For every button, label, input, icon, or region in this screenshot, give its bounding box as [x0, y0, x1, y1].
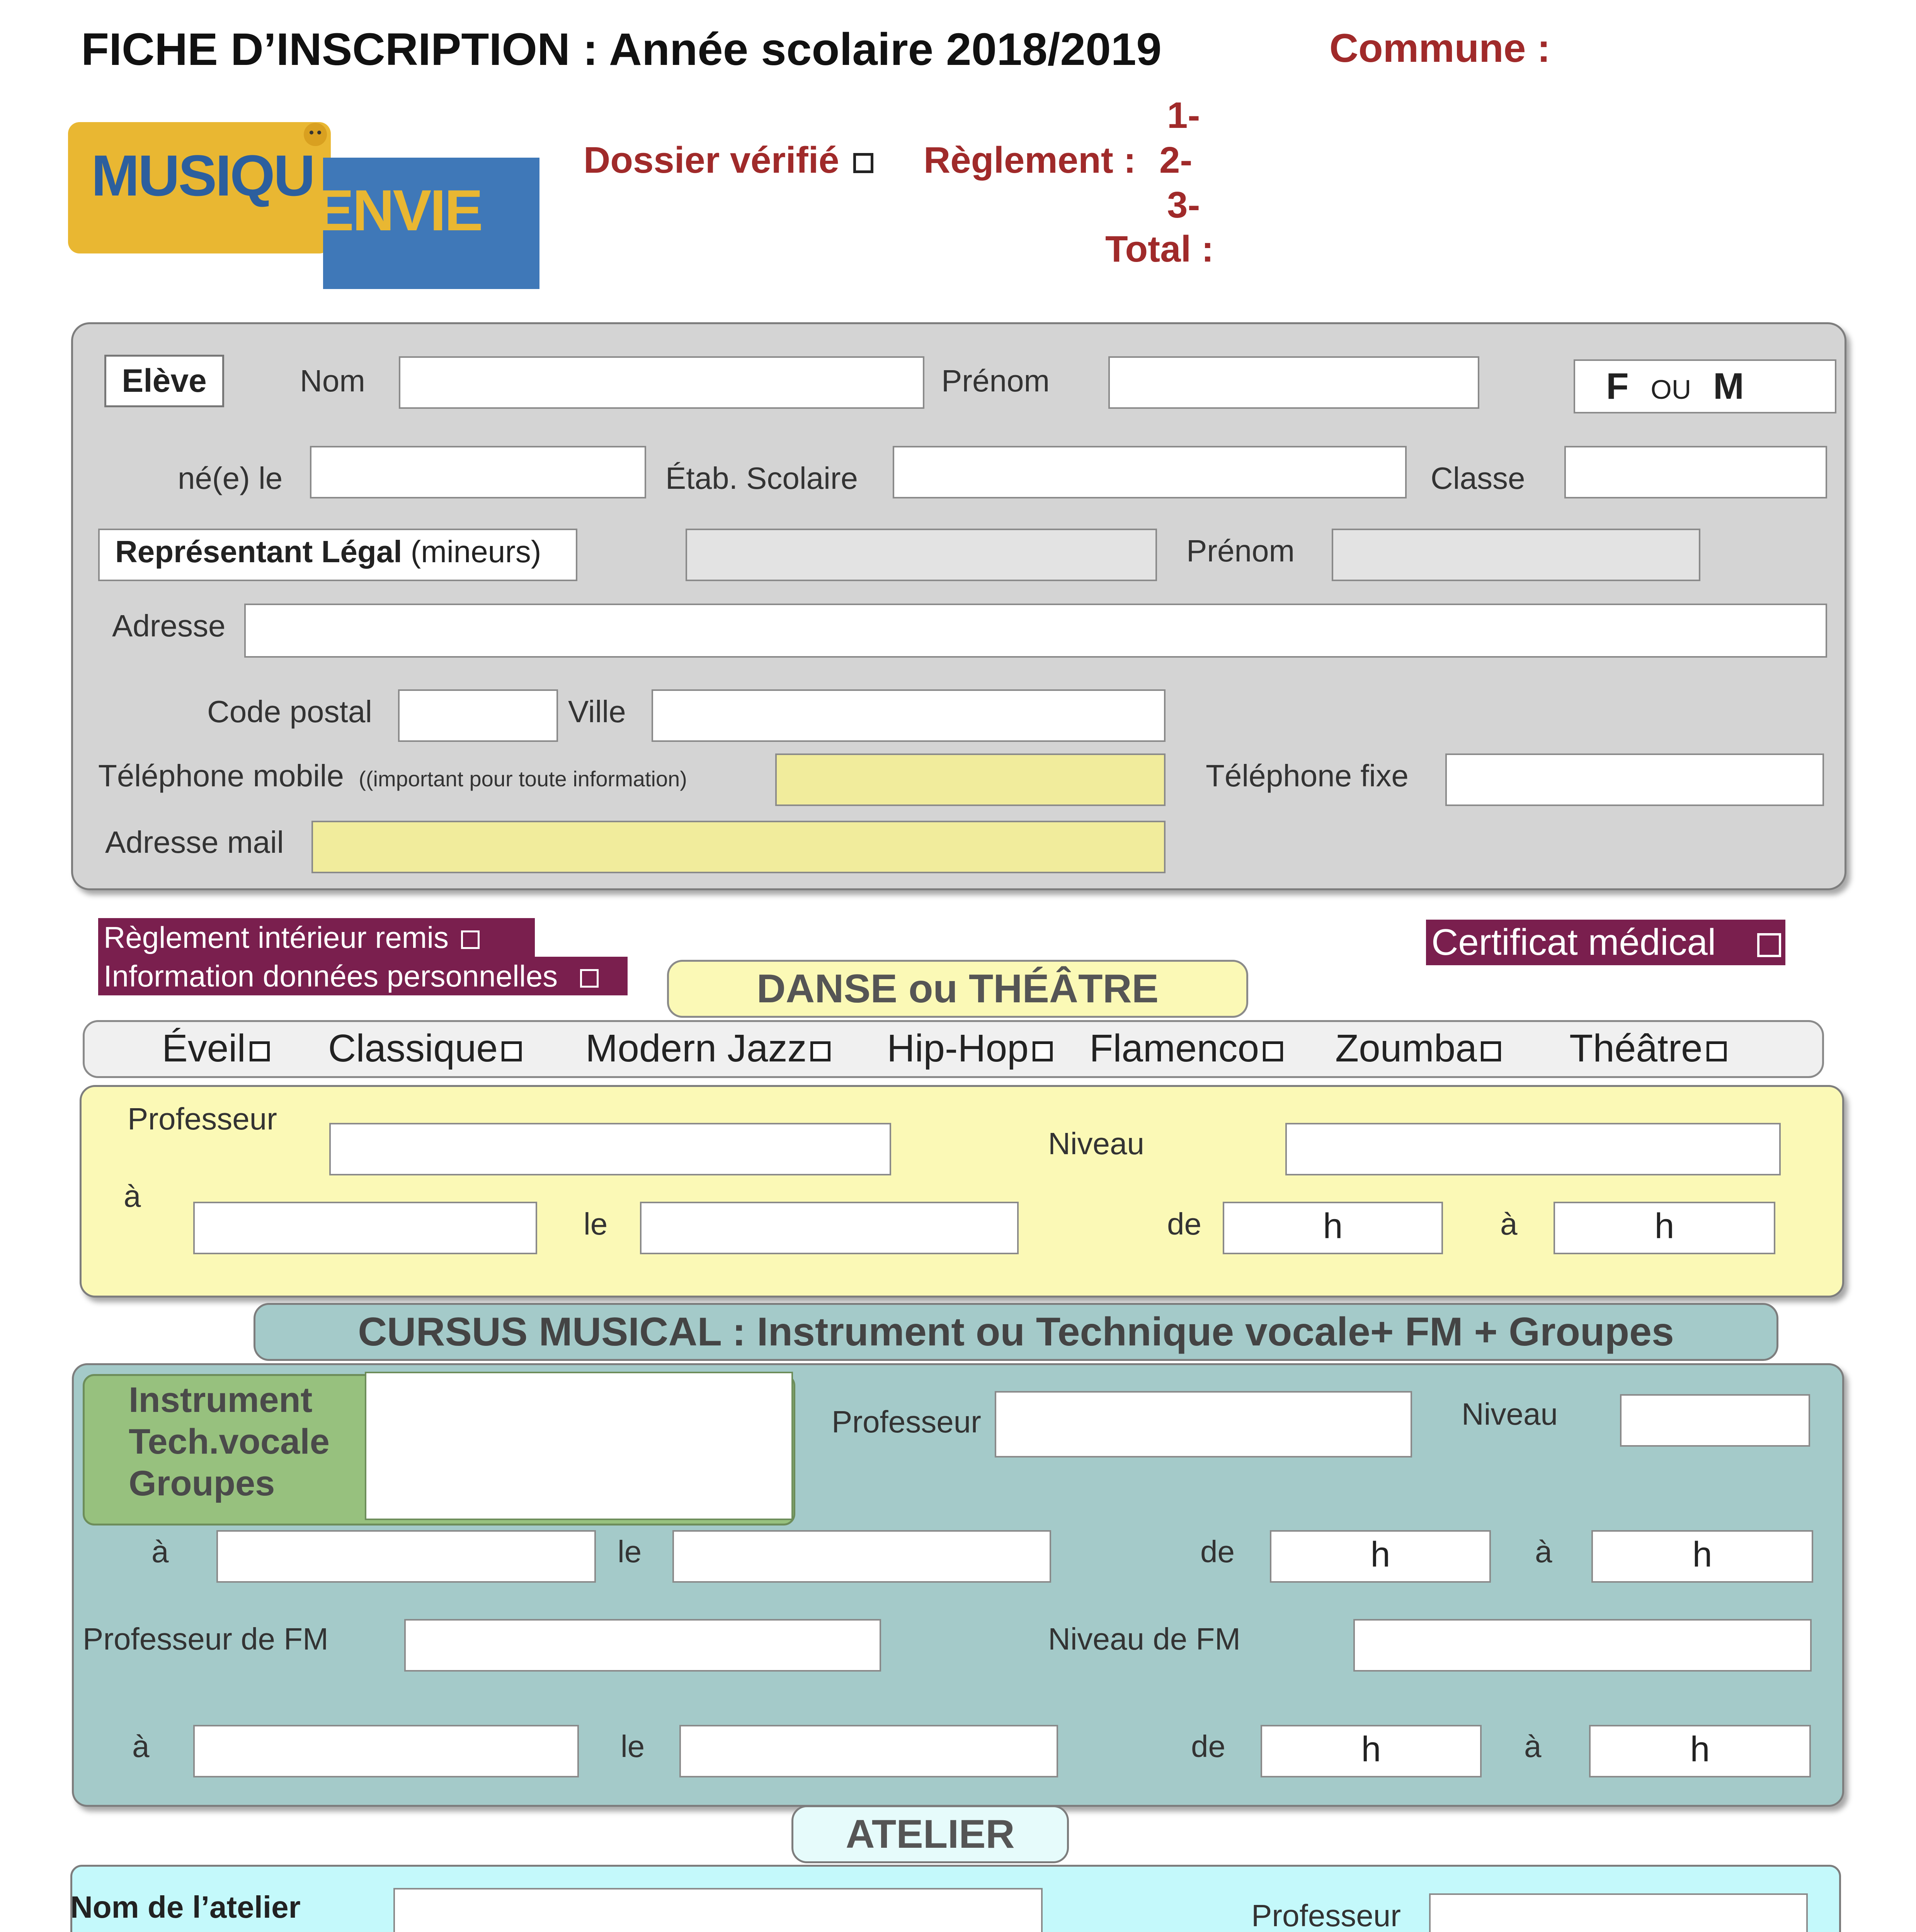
reglement-interieur-checkbox[interactable]	[461, 930, 480, 949]
classe-label: Classe	[1431, 461, 1525, 495]
option-flamenco-checkbox[interactable]	[1263, 1041, 1283, 1061]
tel-mobile-label-text: Téléphone mobile	[98, 759, 344, 793]
danse-a-h: h	[1654, 1206, 1674, 1246]
nee-le-label: né(e) le	[178, 461, 283, 495]
danse-le-label: le	[584, 1207, 608, 1241]
cursus-le-label: le	[618, 1534, 642, 1569]
total-header-label: Total :	[1105, 228, 1214, 270]
cursus-niveau-input[interactable]	[1620, 1394, 1810, 1447]
reglement-line-2: 2-	[1159, 139, 1193, 181]
option-eveil[interactable]	[162, 1022, 270, 1075]
reglement-line-1: 1-	[1167, 95, 1200, 136]
theatre-mask-icon	[300, 119, 331, 150]
eleve-label-text: Elève	[122, 362, 207, 399]
cursus-professeur-label: Professeur	[832, 1405, 981, 1439]
fm-de-hour-input[interactable]	[1261, 1725, 1482, 1777]
reglement-line-3: 3-	[1167, 184, 1200, 226]
option-flamenco-label: Flamenco	[1089, 1027, 1259, 1070]
logo-text-envie: ENVIE	[315, 178, 482, 243]
certificat-checkbox[interactable]	[1757, 933, 1781, 957]
musiquenvie-logo	[68, 119, 563, 289]
option-classique-label: Classique	[328, 1027, 498, 1070]
tech-vocale-line: Tech.vocale	[129, 1422, 330, 1461]
cursus-le-input[interactable]	[672, 1530, 1051, 1583]
groupes-line: Groupes	[129, 1464, 275, 1503]
cursus-professeur-input[interactable]	[995, 1391, 1412, 1458]
page-title: FICHE D’INSCRIPTION : Année scolaire 2018/2019	[81, 24, 1162, 75]
tel-fixe-input[interactable]	[1445, 753, 1824, 806]
representant-note: (mineurs)	[410, 534, 541, 569]
option-hip-hop-label: Hip-Hop	[887, 1027, 1029, 1070]
atelier-1-professeur-label: Professeur	[1251, 1898, 1401, 1932]
atelier-1-nom-label: Nom de l’atelier	[70, 1890, 301, 1924]
cursus-a-input[interactable]	[216, 1530, 596, 1583]
ville-label: Ville	[568, 694, 626, 729]
cursus-title-text: CURSUS MUSICAL : Instrument ou Technique vocale+ FM + Groupes	[358, 1310, 1674, 1354]
fm-a-h: h	[1690, 1730, 1710, 1769]
option-zoumba-checkbox[interactable]	[1481, 1041, 1501, 1061]
etab-scolaire-input[interactable]	[893, 446, 1407, 498]
fm-le-label: le	[621, 1729, 645, 1764]
danse-a2-label: à	[1500, 1207, 1518, 1241]
option-zoumba-label: Zoumba	[1335, 1027, 1477, 1070]
fm-le-input[interactable]	[679, 1725, 1058, 1777]
danse-de-h: h	[1323, 1206, 1343, 1246]
danse-professeur-input[interactable]	[329, 1123, 891, 1175]
etab-scolaire-label: Étab. Scolaire	[665, 461, 858, 495]
fm-a-input[interactable]	[193, 1725, 579, 1777]
cursus-section-title	[254, 1303, 1778, 1361]
gender-ou: OU	[1651, 374, 1691, 405]
tel-mobile-note: ((important pour toute information)	[359, 767, 687, 791]
representant-label-text: Représentant Légal	[115, 534, 402, 569]
cursus-niveau-label: Niveau	[1462, 1397, 1558, 1431]
info-donnees-label: Information données personnelles	[104, 959, 558, 993]
option-modern-jazz-checkbox[interactable]	[810, 1041, 830, 1061]
rep-prenom-label: Prénom	[1186, 534, 1295, 568]
dossier-checkbox[interactable]	[853, 153, 873, 173]
ville-input[interactable]	[652, 689, 1166, 742]
option-classique-checkbox[interactable]	[502, 1041, 522, 1061]
danse-niveau-input[interactable]	[1285, 1123, 1781, 1175]
dossier-verifie	[584, 139, 873, 182]
adresse-label: Adresse	[112, 609, 226, 643]
info-donnees-check[interactable]	[98, 957, 628, 995]
option-eveil-label: Éveil	[162, 1027, 246, 1070]
niveau-fm-input[interactable]	[1353, 1619, 1812, 1672]
eleve-section-label	[104, 355, 224, 407]
danse-a-input[interactable]	[193, 1202, 537, 1254]
niveau-fm-label: Niveau de FM	[1048, 1622, 1240, 1656]
dossier-label: Dossier vérifié	[584, 139, 839, 181]
fm-de-label: de	[1191, 1729, 1225, 1764]
commune-label: Commune :	[1329, 26, 1550, 71]
cursus-a-label: à	[151, 1534, 169, 1569]
classe-input[interactable]	[1564, 446, 1827, 498]
tel-mobile-input[interactable]	[775, 753, 1166, 806]
logo-text-musiqu: MUSIQU	[91, 143, 314, 208]
gender-m[interactable]: M	[1713, 366, 1744, 407]
option-eveil-checkbox[interactable]	[250, 1041, 270, 1061]
cursus-de-h: h	[1370, 1535, 1390, 1574]
option-hip-hop-checkbox[interactable]	[1033, 1041, 1053, 1061]
option-flamenco[interactable]	[1089, 1022, 1283, 1075]
tel-fixe-label: Téléphone fixe	[1206, 759, 1409, 793]
reglement-interieur-check[interactable]	[98, 918, 535, 957]
atelier-1-nom-input[interactable]	[393, 1888, 1043, 1932]
prof-fm-input[interactable]	[404, 1619, 881, 1672]
cursus-a-h: h	[1692, 1535, 1712, 1574]
cursus-a2-label: à	[1535, 1534, 1552, 1569]
danse-le-input[interactable]	[640, 1202, 1019, 1254]
nee-le-input[interactable]	[310, 446, 646, 498]
option-modern-jazz[interactable]	[585, 1022, 830, 1075]
danse-title-text: DANSE ou THÉÂTRE	[757, 966, 1159, 1011]
danse-de-label: de	[1167, 1207, 1201, 1241]
nom-input[interactable]	[399, 356, 924, 409]
tel-mobile-label	[98, 758, 687, 794]
fm-de-h: h	[1361, 1730, 1381, 1769]
atelier-title-text: ATELIER	[846, 1812, 1015, 1857]
fm-a2-label: à	[1524, 1729, 1542, 1764]
mail-label: Adresse mail	[105, 825, 284, 859]
danse-a-label: à	[124, 1179, 141, 1213]
danse-niveau-label: Niveau	[1048, 1126, 1145, 1161]
info-donnees-checkbox[interactable]	[580, 969, 599, 988]
fm-a-hour-input[interactable]	[1589, 1725, 1811, 1777]
option-theatre-label: Théâtre	[1569, 1027, 1703, 1070]
option-hip-hop[interactable]	[887, 1022, 1053, 1075]
danse-panel	[80, 1085, 1844, 1298]
danse-professeur-label: Professeur	[128, 1102, 277, 1136]
instrument-line: Instrument	[129, 1380, 313, 1420]
prenom-label: Prénom	[941, 364, 1050, 398]
reglement-label: Règlement :	[924, 139, 1136, 181]
code-postal-label: Code postal	[207, 694, 372, 729]
gender-f[interactable]: F	[1606, 366, 1629, 407]
cursus-a-hour-input[interactable]	[1591, 1530, 1813, 1583]
prenom-input[interactable]	[1108, 356, 1479, 409]
dancer-icon	[485, 154, 563, 285]
option-theatre[interactable]	[1569, 1022, 1727, 1075]
danse-de-hour-input[interactable]	[1223, 1202, 1443, 1254]
certificat-label: Certificat médical	[1431, 922, 1716, 963]
mail-input[interactable]	[311, 821, 1166, 873]
option-classique[interactable]	[328, 1022, 522, 1075]
option-modern-jazz-label: Modern Jazz	[585, 1027, 807, 1070]
prof-fm-label: Professeur de FM	[83, 1622, 328, 1656]
code-postal-input[interactable]	[398, 689, 558, 742]
option-theatre-checkbox[interactable]	[1707, 1041, 1727, 1061]
certificat-medical-check[interactable]	[1426, 920, 1785, 965]
danse-a-hour-input[interactable]	[1554, 1202, 1775, 1254]
representant-label	[98, 529, 577, 581]
adresse-input[interactable]	[244, 604, 1827, 658]
cursus-de-label: de	[1200, 1534, 1235, 1569]
representant-nom-input[interactable]	[686, 529, 1157, 581]
danse-options-bar	[83, 1020, 1824, 1078]
nom-label: Nom	[300, 364, 365, 398]
representant-prenom-input[interactable]	[1332, 529, 1700, 581]
reglement-interieur-label: Règlement intérieur remis	[104, 920, 449, 954]
option-zoumba[interactable]	[1335, 1022, 1501, 1075]
danse-section-title	[667, 960, 1248, 1018]
cursus-de-hour-input[interactable]	[1270, 1530, 1491, 1583]
gender-field[interactable]	[1574, 359, 1836, 413]
atelier-1-professeur-input[interactable]	[1429, 1893, 1808, 1932]
fm-a-label: à	[132, 1729, 150, 1764]
instrument-input[interactable]	[365, 1372, 793, 1520]
atelier-section-title	[791, 1805, 1069, 1863]
